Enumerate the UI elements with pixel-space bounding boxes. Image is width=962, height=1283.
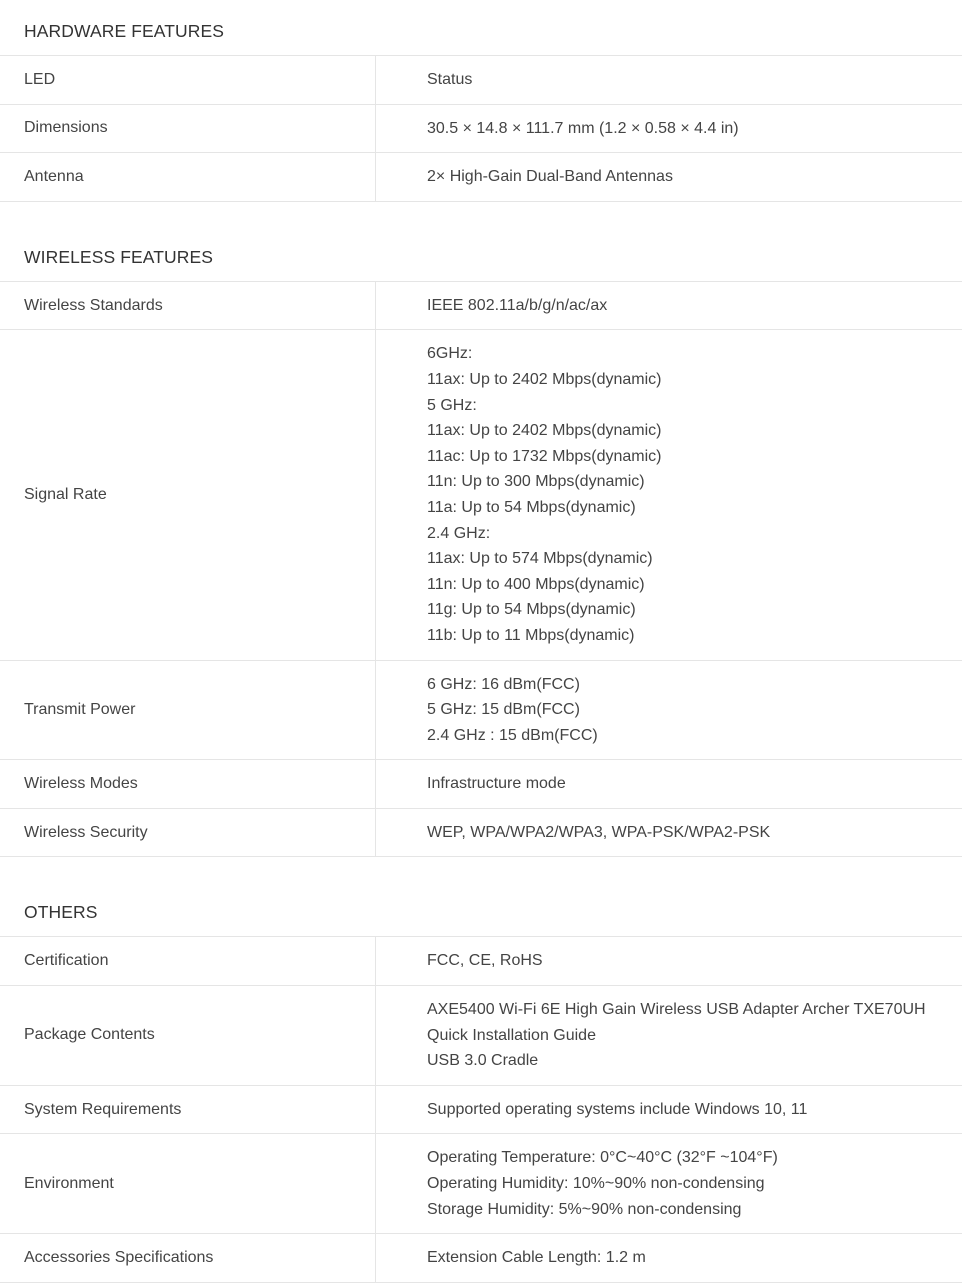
spec-value-line: 11b: Up to 11 Mbps(dynamic): [427, 626, 635, 644]
spec-label: Wireless Security: [0, 809, 376, 857]
spec-value-line: IEEE 802.11a/b/g/n/ac/ax: [427, 296, 608, 314]
spec-value-line: 11n: Up to 400 Mbps(dynamic): [427, 575, 645, 593]
spec-value: [376, 661, 962, 760]
spec-label: Certification: [0, 937, 376, 985]
spec-value-line: 11ax: Up to 2402 Mbps(dynamic): [427, 422, 662, 440]
spec-row-antenna: [0, 153, 962, 202]
spec-value: [376, 1134, 962, 1233]
spec-row-wireless-standards: [0, 282, 962, 331]
spec-value: [376, 1234, 962, 1282]
section-title: HARDWARE FEATURES: [0, 0, 962, 56]
spec-label: Wireless Modes: [0, 760, 376, 808]
spec-label: Antenna: [0, 153, 376, 201]
spec-value-line: 6GHz:: [427, 345, 473, 363]
spec-value-line: 2.4 GHz : 15 dBm(FCC): [427, 726, 598, 744]
spec-value: [376, 56, 962, 104]
spec-value-line: Operating Temperature: 0°C~40°C (32°F ~104°F): [427, 1149, 778, 1167]
spec-value-line: 11a: Up to 54 Mbps(dynamic): [427, 498, 636, 516]
spec-label: Dimensions: [0, 105, 376, 153]
section-wireless-features: [0, 226, 962, 858]
section-gap: [0, 202, 962, 226]
spec-value-line: Status: [427, 71, 473, 88]
spec-value: [376, 282, 962, 330]
spec-value-line: Storage Humidity: 5%~90% non-condensing: [427, 1200, 742, 1218]
spec-row-wireless-modes: [0, 760, 962, 809]
spec-row-system-requirements: [0, 1086, 962, 1135]
spec-row-dimensions: [0, 105, 962, 154]
spec-value-line: Operating Humidity: 10%~90% non-condensing: [427, 1175, 765, 1193]
spec-value: [376, 105, 962, 153]
spec-row-led: [0, 56, 962, 105]
spec-row-signal-rate: [0, 330, 962, 660]
spec-row-transmit-power: [0, 661, 962, 761]
spec-label: System Requirements: [0, 1086, 376, 1134]
spec-label: LED: [0, 56, 376, 104]
spec-value: [376, 760, 962, 808]
spec-value-line: WEP, WPA/WPA2/WPA3, WPA-PSK/WPA2-PSK: [427, 823, 771, 841]
spec-value: [376, 1086, 962, 1134]
spec-value-line: Infrastructure mode: [427, 775, 566, 793]
section-others: [0, 881, 962, 1282]
spec-label: Signal Rate: [0, 330, 376, 659]
spec-value-line: 11n: Up to 300 Mbps(dynamic): [427, 473, 645, 491]
spec-value: [376, 153, 962, 201]
spec-label: Transmit Power: [0, 661, 376, 760]
spec-value-line: 11ax: Up to 574 Mbps(dynamic): [427, 550, 653, 568]
section-hardware-features: [0, 0, 962, 202]
spec-label: Accessories Specifications: [0, 1234, 376, 1282]
spec-row-package-contents: [0, 986, 962, 1086]
spec-value-line: AXE5400 Wi-Fi 6E High Gain Wireless USB Adapter Archer TXE70UH: [427, 1001, 926, 1019]
spec-value-line: Supported operating systems include Windows 10, 11: [427, 1100, 808, 1118]
spec-row-accessories-specifications: [0, 1234, 962, 1283]
spec-value-line: 11ax: Up to 2402 Mbps(dynamic): [427, 370, 662, 388]
spec-row-certification: [0, 937, 962, 986]
section-gap: [0, 857, 962, 881]
spec-value-line: 5 GHz:: [427, 396, 477, 414]
spec-value-line: 2× High-Gain Dual-Band Antennas: [427, 168, 673, 186]
section-title: OTHERS: [0, 881, 962, 937]
spec-value-line: 6 GHz: 16 dBm(FCC): [427, 675, 580, 693]
spec-value: [376, 986, 962, 1085]
spec-value-line: FCC, CE, RoHS: [427, 952, 543, 970]
spec-value-line: 5 GHz: 15 dBm(FCC): [427, 701, 580, 719]
spec-value-line: Extension Cable Length: 1.2 m: [427, 1249, 646, 1267]
spec-label: Environment: [0, 1134, 376, 1233]
spec-value: [376, 330, 962, 659]
spec-label: Package Contents: [0, 986, 376, 1085]
spec-value-line: 11g: Up to 54 Mbps(dynamic): [427, 601, 636, 619]
spec-value-line: 30.5 × 14.8 × 111.7 mm (1.2 × 0.58 × 4.4 in): [427, 119, 739, 137]
spec-value-line: Quick Installation Guide: [427, 1026, 596, 1044]
spec-value: [376, 809, 962, 857]
spec-value-line: USB 3.0 Cradle: [427, 1052, 539, 1070]
spec-value-line: 2.4 GHz:: [427, 524, 491, 542]
spec-row-wireless-security: [0, 809, 962, 858]
spec-value: [376, 937, 962, 985]
spec-label: Wireless Standards: [0, 282, 376, 330]
spec-value-line: 11ac: Up to 1732 Mbps(dynamic): [427, 447, 662, 465]
spec-row-environment: [0, 1134, 962, 1234]
section-title: WIRELESS FEATURES: [0, 226, 962, 282]
